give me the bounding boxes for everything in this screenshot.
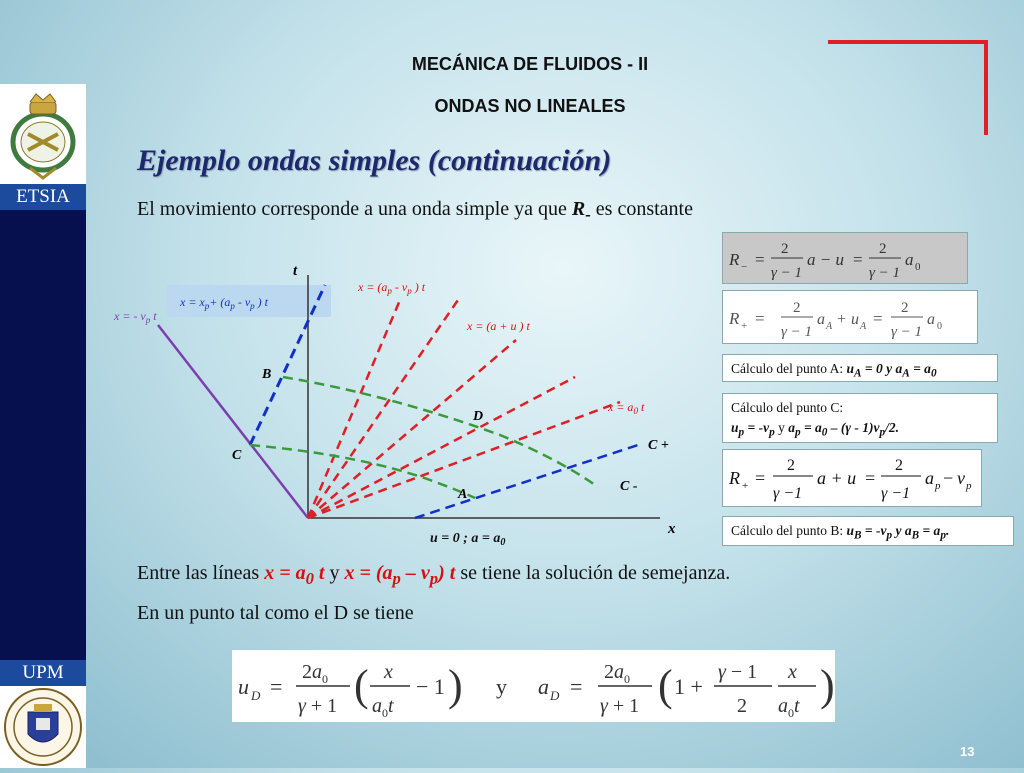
formula-r-plus-C	[722, 449, 982, 507]
paragraph-similarity: Entre las líneas $x = a_0$ t y $x = (a_p - v_p)$ t se tiene la solución de semejanza.	[137, 562, 731, 588]
svg-text:A: A	[826, 321, 833, 332]
svg-text:=: =	[570, 674, 583, 699]
initial-state-label: u = 0 ; $a = a_0$	[430, 531, 506, 548]
svg-text:2: 2	[737, 695, 747, 717]
svg-text:a: a	[905, 250, 914, 269]
svg-text:A: A	[860, 321, 867, 332]
a0-eq-label: $x = a_0$ t	[608, 400, 645, 416]
paragraph-point-D: En un punto tal como el D se tiene	[137, 602, 414, 624]
svg-text:a: a	[817, 311, 825, 328]
svg-text:2a0: $2a_0$	[302, 661, 328, 686]
svg-text:u: u	[238, 674, 249, 699]
svg-text:a0t: $a_0t$	[372, 695, 394, 720]
svg-text:=: =	[270, 674, 283, 699]
slide-title: Ejemplo ondas simples (continuación)	[137, 144, 612, 177]
piston-eq-label: x = - $v_p$ t	[114, 309, 157, 325]
svg-text:2: 2	[879, 241, 887, 257]
etsia-label: ETSIA	[0, 184, 86, 210]
svg-text:2: 2	[901, 300, 909, 316]
svg-text:p: p	[935, 480, 941, 492]
boxed-eq-label: $x = x_p+ (a_p - v_p$ ) t	[180, 295, 269, 311]
intro-symbol-sub: -	[585, 205, 591, 224]
formula-point-D	[232, 650, 835, 722]
svg-text:− 1: − 1	[416, 674, 445, 699]
c-minus-curve-B	[283, 377, 598, 487]
expansion-fan	[308, 300, 620, 518]
svg-text:γ − 1: γ − 1	[781, 324, 813, 340]
characteristics-diagram	[100, 255, 700, 555]
intro-tail: es constante	[590, 198, 693, 220]
svg-text:R: R	[729, 309, 740, 328]
svg-text:+: +	[837, 311, 847, 328]
svg-text:2: 2	[787, 457, 795, 474]
svg-text:a: a	[927, 311, 935, 328]
svg-text:=: =	[865, 468, 876, 488]
svg-text:x: x	[788, 661, 797, 683]
intro-lead: El movimiento corresponde a una onda simple ya que	[137, 198, 572, 220]
svg-text:a: a	[538, 674, 549, 699]
point-A-label: A	[458, 487, 468, 502]
svg-text:γ + 1: γ + 1	[298, 695, 338, 717]
piston-path	[158, 325, 308, 518]
svg-text:): )	[448, 661, 463, 710]
ap-vp-eq-label: $x = (a_p - v_p$ ) t	[358, 280, 426, 296]
svg-text:=: =	[755, 309, 765, 328]
svg-text:(: (	[354, 661, 369, 710]
note-point-C: Cálculo del punto C: $u_p = -v_p$ y $a_p = a_0 - (\gamma - 1)v_p/2$.	[722, 393, 998, 443]
svg-text:γ − 1: γ − 1	[718, 661, 758, 683]
svg-text:γ −1: γ −1	[773, 485, 803, 502]
upm-label: UPM	[0, 660, 86, 686]
svg-text:γ + 1: γ + 1	[600, 695, 640, 717]
svg-text:2: 2	[793, 300, 801, 316]
svg-text:γ − 1: γ − 1	[869, 265, 901, 281]
svg-text:γ − 1: γ − 1	[891, 324, 923, 340]
svg-text:): )	[820, 661, 835, 710]
svg-text:a0t: $a_0t$	[778, 695, 800, 720]
upm-seal	[0, 686, 86, 768]
svg-text:v: v	[957, 468, 965, 488]
svg-text:−: −	[943, 468, 954, 488]
svg-text:R: R	[729, 250, 740, 269]
svg-text:=: =	[755, 250, 765, 269]
svg-text:(: (	[658, 661, 673, 710]
svg-text:p: p	[966, 480, 972, 492]
svg-text:D: D	[550, 688, 560, 703]
svg-text:2: 2	[781, 241, 789, 257]
svg-text:a − u: a − u	[807, 250, 844, 269]
formula-r-minus	[722, 232, 968, 284]
c-plus-label: C +	[648, 438, 669, 453]
svg-text:2: 2	[895, 457, 903, 474]
point-C-label: C	[232, 448, 242, 463]
svg-text:=: =	[853, 250, 863, 269]
intro-text	[137, 198, 693, 225]
course-title: MECÁNICA DE FLUIDOS - II	[411, 54, 649, 74]
note-point-B: Cálculo del punto B: $u_B = -v_p$ y $a_B = a_p$.	[722, 516, 1014, 546]
svg-text:+: +	[742, 480, 749, 492]
svg-text:0: 0	[915, 261, 921, 273]
axis-x-label: x	[668, 521, 676, 537]
svg-text:1 +: 1 +	[674, 674, 703, 699]
topic-title: ONDAS NO LINEALES	[434, 96, 626, 116]
svg-text:0: 0	[937, 321, 942, 332]
svg-text:R: R	[729, 468, 740, 488]
svg-text:2a0: $2a_0$	[604, 661, 630, 686]
axis-t-label: t	[293, 263, 298, 279]
svg-text:a: a	[925, 468, 934, 488]
a-u-eq-label: x = (a + u ) t	[467, 319, 530, 333]
svg-text:γ −1: γ −1	[881, 485, 911, 502]
page-number: 13	[960, 744, 975, 759]
note-point-A: Cálculo del punto A: $u_A = 0$ y $a_A = a_0$	[722, 354, 998, 382]
svg-text:+: +	[741, 320, 748, 332]
svg-text:=: =	[873, 309, 883, 328]
point-D-label: D	[473, 409, 484, 424]
svg-text:D: D	[251, 688, 261, 703]
c-minus-label: C -	[620, 479, 638, 494]
svg-text:=: =	[755, 468, 766, 488]
svg-text:−: −	[741, 261, 748, 273]
svg-text:γ − 1: γ − 1	[771, 265, 803, 281]
formula-r-plus-A	[722, 290, 978, 344]
c-plus-line-A	[415, 445, 638, 518]
svg-text:u: u	[851, 311, 859, 328]
svg-text:y: y	[496, 674, 507, 699]
svg-text:a + u: a + u	[817, 468, 857, 488]
intro-symbol: R	[571, 198, 586, 220]
point-B-label: B	[262, 367, 272, 382]
svg-text:x: x	[384, 661, 393, 683]
